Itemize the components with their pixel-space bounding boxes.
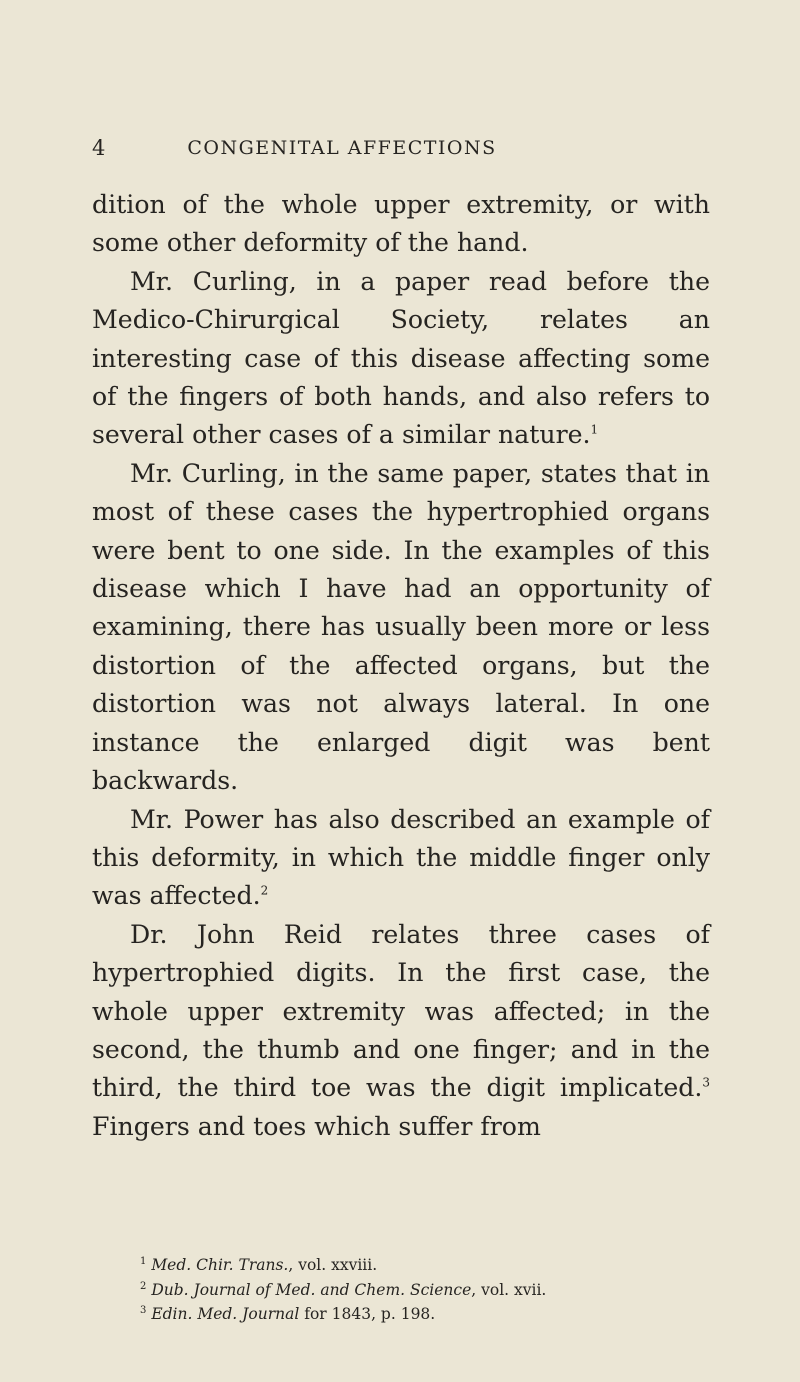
paragraph-1 [92,186,710,263]
footnote-source-title: Med. Chir. Trans. [151,1256,289,1274]
footnote-ref-2: 2 [260,883,269,898]
paragraph-4 [92,801,710,916]
running-title: CONGENITAL AFFECTIONS [187,137,497,159]
footnote-ref-1: 1 [590,423,599,438]
footnote-2 [140,1278,710,1303]
footnote-source-detail: , vol. xxviii. [288,1256,378,1274]
page-number: 4 [92,136,106,160]
paragraph-3 [92,455,710,801]
footnote-source-detail: for 1843, p. 198. [299,1305,436,1323]
footnote-mark: 2 [140,1280,147,1292]
footnote-1 [140,1253,710,1278]
footnote-3 [140,1302,710,1327]
footnote-mark: 1 [140,1255,147,1267]
body-text [92,186,710,1146]
paragraph-5-text: Dr. John Reid relates three cases of hypertrophied digits. In the first case, the whole upper extremity was affected; in the second, the thumb and one finger; and in the third, the third toe was the digit implicated. [92,919,710,1103]
footnote-source-title: Edin. Med. Journal [151,1305,300,1323]
paragraph-5-continuation: Fingers and toes which suffer from [92,1111,541,1141]
page-header [92,133,532,163]
paragraph-3-text: Mr. Curling, in the same paper, states that in most of these cases the hypertrophied organs were bent to one side. In the examples of this disease which I have had an opportunity of examining, there has usually been more or less distortion of the affected organs, but the distortion was not always lateral. In one instance the enlarged digit was bent backwards. [92,458,710,796]
footnote-source-title: Dub. Journal of Med. and Chem. Science [151,1280,472,1299]
paragraph-1-text: dition of the whole upper extremity, or with some other deformity of the hand. [92,190,710,258]
paragraph-2-text: Mr. Curling, in a paper read before the Medico-Chirurgical Society, relates an interesting case of this disease affecting some of the fingers of both hands, and also refers to several other cases of a similar nature. [92,266,710,450]
footnote-mark: 3 [140,1304,147,1316]
paragraph-5 [92,916,710,1146]
paragraph-2 [92,263,710,455]
footnote-source-detail: , vol. xvii. [471,1280,547,1299]
footnotes [140,1253,710,1327]
footnote-ref-3: 3 [702,1075,710,1090]
paragraph-4-text: Mr. Power has also described an example of this deformity, in which the middle finger only was affected. [92,804,710,911]
